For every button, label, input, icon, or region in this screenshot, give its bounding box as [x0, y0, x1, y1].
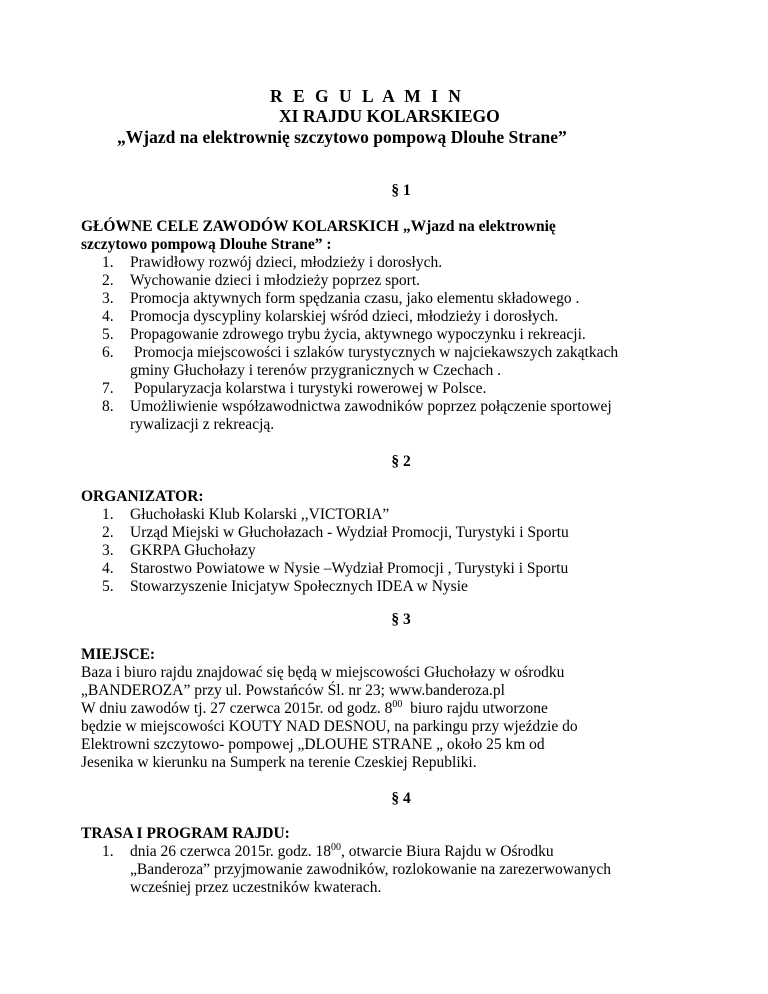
list-item-line3: wcześniej przez uczestników kwaterach.	[130, 879, 382, 896]
list-item	[81, 254, 618, 272]
list-item-number: 1.	[102, 843, 114, 860]
list-item-line1: Popularyzacja kolarstwa i turystyki rowerowej w Polsce.	[130, 380, 487, 397]
section-4-mark: § 4	[391, 790, 411, 807]
list-item-number: 7.	[102, 380, 114, 397]
list-item-line1: Propagowanie zdrowego trybu życia, aktywnego wypoczynku i rekreacji.	[130, 326, 586, 343]
section-1-mark: § 1	[391, 182, 411, 199]
list-item	[81, 326, 618, 344]
section-1-heading-line2: szczytowo pompową Dlouhe Strane” :	[81, 236, 332, 253]
section-3-line3-rest: biuro rajdu utworzone	[402, 700, 548, 717]
list-item-line1-text: dnia 26 czerwca 2015r. godz. 18	[130, 843, 332, 860]
list-item	[81, 380, 618, 398]
list-item-number: 3.	[102, 542, 114, 559]
list-item-number: 5.	[102, 578, 114, 595]
list-item	[81, 560, 569, 578]
list-item-line1-rest: , otwarcie Biura Rajdu w Ośrodku	[341, 843, 554, 860]
section-4-program-list	[81, 843, 611, 897]
section-3-line3-text: W dniu zawodów tj. 27 czerwca 2015r. od godz. 8	[81, 700, 393, 717]
section-3-line3-sup: 00	[392, 699, 403, 710]
list-item-line2: gminy Głuchołazy i terenów przygranicznych w Czechach .	[130, 362, 501, 379]
list-item-number: 6.	[102, 344, 114, 361]
section-3-heading: MIEJSCE:	[81, 646, 156, 663]
section-4-heading: TRASA I PROGRAM RAJDU:	[81, 825, 290, 842]
list-item-line1-sup: 00	[331, 842, 342, 853]
list-item-number: 2.	[102, 272, 114, 289]
list-item-line2: rywalizacji z rekreacją.	[130, 416, 275, 433]
list-item-text: Głuchołaski Klub Kolarski ,,VICTORIA”	[130, 506, 390, 523]
list-item-number: 4.	[102, 560, 114, 577]
list-item-text: GKRPA Głuchołazy	[130, 542, 256, 559]
list-item-text: Starostwo Powiatowe w Nysie –Wydział Promocji , Turystyki i Sportu	[130, 560, 569, 577]
list-item-number: 1.	[102, 254, 114, 271]
list-item	[81, 272, 618, 290]
section-2-mark: § 2	[391, 453, 411, 470]
list-item-line1: Promocja dyscypliny kolarskiej wśród dzieci, młodzieży i dorosłych.	[130, 308, 559, 325]
list-item	[81, 344, 618, 380]
section-2-organizers-list	[81, 506, 569, 596]
list-item-line1: Wychowanie dzieci i młodzieży poprzez sport.	[130, 272, 421, 289]
list-item	[81, 843, 611, 897]
list-item	[81, 506, 569, 524]
section-3-mark: § 3	[391, 611, 411, 628]
title-rajd: XI RAJDU KOLARSKIEGO	[279, 106, 500, 126]
section-3-line2: „BANDEROZA” przy ul. Powstańców Śl. nr 23; www.banderoza.pl	[81, 682, 505, 699]
title-event-name: „Wjazd na elektrownię szczytowo pompową Dlouhe Strane”	[117, 127, 567, 147]
list-item-number: 1.	[102, 506, 114, 523]
list-item-line1: Promocja aktywnych form spędzania czasu, jako elementu składowego .	[130, 290, 580, 307]
list-item-line1: Prawidłowy rozwój dzieci, młodzieży i dorosłych.	[130, 254, 443, 271]
section-2-heading: ORGANIZATOR:	[81, 488, 204, 505]
list-item	[81, 290, 618, 308]
list-item-text: Urząd Miejski w Głuchołazach - Wydział Promocji, Turystyki i Sportu	[130, 524, 569, 541]
list-item	[81, 398, 618, 434]
list-item-line1	[130, 843, 611, 861]
list-item-line1: Promocja miejscowości i szlaków turystycznych w najciekawszych zakątkach	[130, 344, 619, 361]
section-3-line3	[81, 700, 721, 718]
list-item-line2: „Banderoza” przyjmowanie zawodników, rozlokowanie na zarezerwowanych	[130, 861, 611, 878]
section-1-goals-list	[81, 254, 618, 434]
list-item-line1: Umożliwienie współzawodnictwa zawodników poprzez połączenie sportowej	[130, 398, 612, 415]
list-item-number: 8.	[102, 398, 114, 415]
list-item-text: Stowarzyszenie Inicjatyw Społecznych IDEA w Nysie	[130, 578, 468, 595]
list-item	[81, 308, 618, 326]
section-3-line4: będzie w miejscowości KOUTY NAD DESNOU, na parkingu przy wjeździe do	[81, 718, 578, 735]
section-3-line5: Elektrowni szczytowo- pompowej „DLOUHE STRANE „ około 25 km od	[81, 736, 545, 753]
list-item-number: 2.	[102, 524, 114, 541]
section-3-line6: Jesenika w kierunku na Sumperk na terenie Czeskiej Republiki.	[81, 754, 477, 771]
list-item-number: 5.	[102, 326, 114, 343]
list-item-number: 3.	[102, 290, 114, 307]
title-regulamin: R E G U L A M I N	[270, 86, 464, 106]
list-item-number: 4.	[102, 308, 114, 325]
section-1-heading-line1: GŁÓWNE CELE ZAWODÓW KOLARSKICH „Wjazd na elektrownię	[81, 218, 556, 235]
list-item	[81, 524, 569, 542]
section-3-line1: Baza i biuro rajdu znajdować się będą w miejscowości Głuchołazy w ośrodku	[81, 664, 565, 681]
list-item	[81, 542, 569, 560]
list-item	[81, 578, 569, 596]
